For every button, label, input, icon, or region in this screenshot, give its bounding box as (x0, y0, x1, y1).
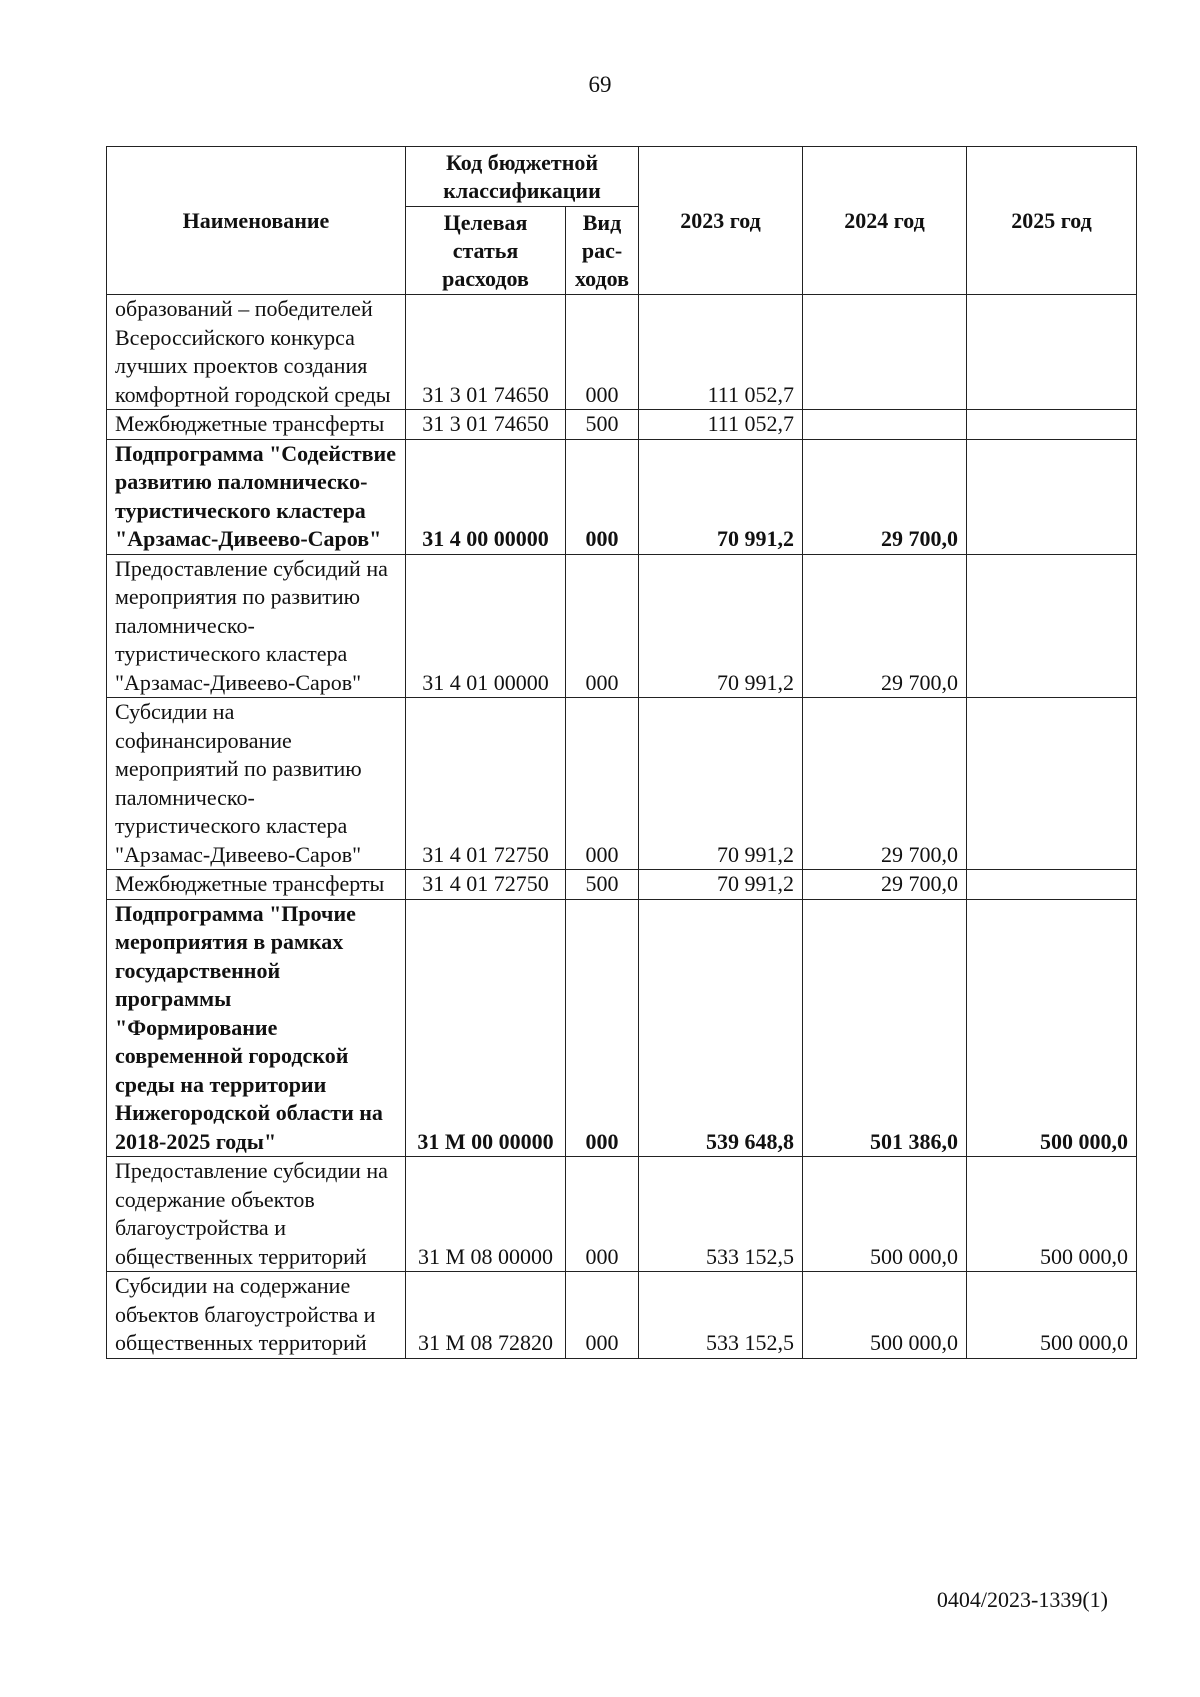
row-value-2024: 500 000,0 (803, 1157, 967, 1272)
row-value-2024 (803, 295, 967, 410)
table-row (107, 899, 1137, 1157)
row-target-article: 31 М 00 00000 (406, 899, 566, 1157)
table-row (107, 698, 1137, 870)
row-expense-type: 000 (566, 1272, 639, 1359)
table-row (107, 410, 1137, 440)
row-value-2025 (967, 554, 1137, 698)
row-value-2023: 533 152,5 (639, 1157, 803, 1272)
row-value-2025 (967, 295, 1137, 410)
row-value-2025 (967, 698, 1137, 870)
row-name: Межбюджетные трансферты (107, 410, 406, 440)
row-expense-type: 000 (566, 554, 639, 698)
row-name: Подпрограмма "Содействие развитию паломническо-туристического кластера "Арзамас-Дивеево-Саров" (107, 439, 406, 554)
row-expense-type: 000 (566, 698, 639, 870)
row-value-2024: 501 386,0 (803, 899, 967, 1157)
header-target-article: Целевая статья расходов (406, 207, 566, 295)
row-value-2023: 539 648,8 (639, 899, 803, 1157)
header-code-group: Код бюджетной классификации (406, 147, 639, 207)
row-target-article: 31 4 01 72750 (406, 870, 566, 900)
row-target-article: 31 3 01 74650 (406, 295, 566, 410)
row-value-2025 (967, 870, 1137, 900)
row-name: Субсидии на софинансирование мероприятий по развитию паломническо-туристического кластера "Арзамас-Дивеево-Саров" (107, 698, 406, 870)
table-row (107, 870, 1137, 900)
page-number: 69 (588, 72, 612, 97)
row-value-2023: 533 152,5 (639, 1272, 803, 1359)
row-value-2025: 500 000,0 (967, 1157, 1137, 1272)
document-number: 0404/2023-1339(1) (936, 1587, 1108, 1612)
row-value-2024 (803, 410, 967, 440)
header-2024: 2024 год (803, 147, 967, 295)
row-value-2025 (967, 410, 1137, 440)
row-value-2024: 29 700,0 (803, 554, 967, 698)
row-name: Подпрограмма "Прочие мероприятия в рамках государственной программы "Формирование современной городской среды на территории Нижегородской области на 2018-2025 годы" (107, 899, 406, 1157)
row-value-2024: 29 700,0 (803, 439, 967, 554)
header-name: Наименование (107, 147, 406, 295)
row-value-2023: 111 052,7 (639, 410, 803, 440)
row-target-article: 31 3 01 74650 (406, 410, 566, 440)
row-value-2023: 111 052,7 (639, 295, 803, 410)
row-expense-type: 000 (566, 295, 639, 410)
table-row (107, 439, 1137, 554)
row-name: Межбюджетные трансферты (107, 870, 406, 900)
header-row-top (107, 147, 1137, 207)
row-value-2024: 500 000,0 (803, 1272, 967, 1359)
row-target-article: 31 М 08 00000 (406, 1157, 566, 1272)
table-row (107, 554, 1137, 698)
table-row (107, 1272, 1137, 1359)
row-value-2025: 500 000,0 (967, 899, 1137, 1157)
row-target-article: 31 4 01 72750 (406, 698, 566, 870)
row-value-2023: 70 991,2 (639, 698, 803, 870)
row-expense-type: 000 (566, 1157, 639, 1272)
header-2025: 2025 год (967, 147, 1137, 295)
table-body (107, 295, 1137, 1359)
row-value-2023: 70 991,2 (639, 870, 803, 900)
row-expense-type: 000 (566, 899, 639, 1157)
row-name: Предоставление субсидии на содержание объектов благоустройства и общественных территорий (107, 1157, 406, 1272)
row-expense-type: 500 (566, 870, 639, 900)
header-2023: 2023 год (639, 147, 803, 295)
budget-table (106, 146, 1137, 1359)
row-value-2023: 70 991,2 (639, 554, 803, 698)
table-row (107, 1157, 1137, 1272)
row-value-2023: 70 991,2 (639, 439, 803, 554)
row-name: образований – победителей Всероссийского конкурса лучших проектов создания комфортной городской среды (107, 295, 406, 410)
row-target-article: 31 М 08 72820 (406, 1272, 566, 1359)
table-row (107, 295, 1137, 410)
row-value-2025 (967, 439, 1137, 554)
row-name: Субсидии на содержание объектов благоустройства и общественных территорий (107, 1272, 406, 1359)
row-value-2024: 29 700,0 (803, 870, 967, 900)
header-expense-type: Вид рас- ходов (566, 207, 639, 295)
row-name: Предоставление субсидий на мероприятия по развитию паломническо-туристического кластера "Арзамас-Дивеево-Саров" (107, 554, 406, 698)
row-expense-type: 500 (566, 410, 639, 440)
row-target-article: 31 4 01 00000 (406, 554, 566, 698)
row-expense-type: 000 (566, 439, 639, 554)
row-target-article: 31 4 00 00000 (406, 439, 566, 554)
row-value-2025: 500 000,0 (967, 1272, 1137, 1359)
row-value-2024: 29 700,0 (803, 698, 967, 870)
